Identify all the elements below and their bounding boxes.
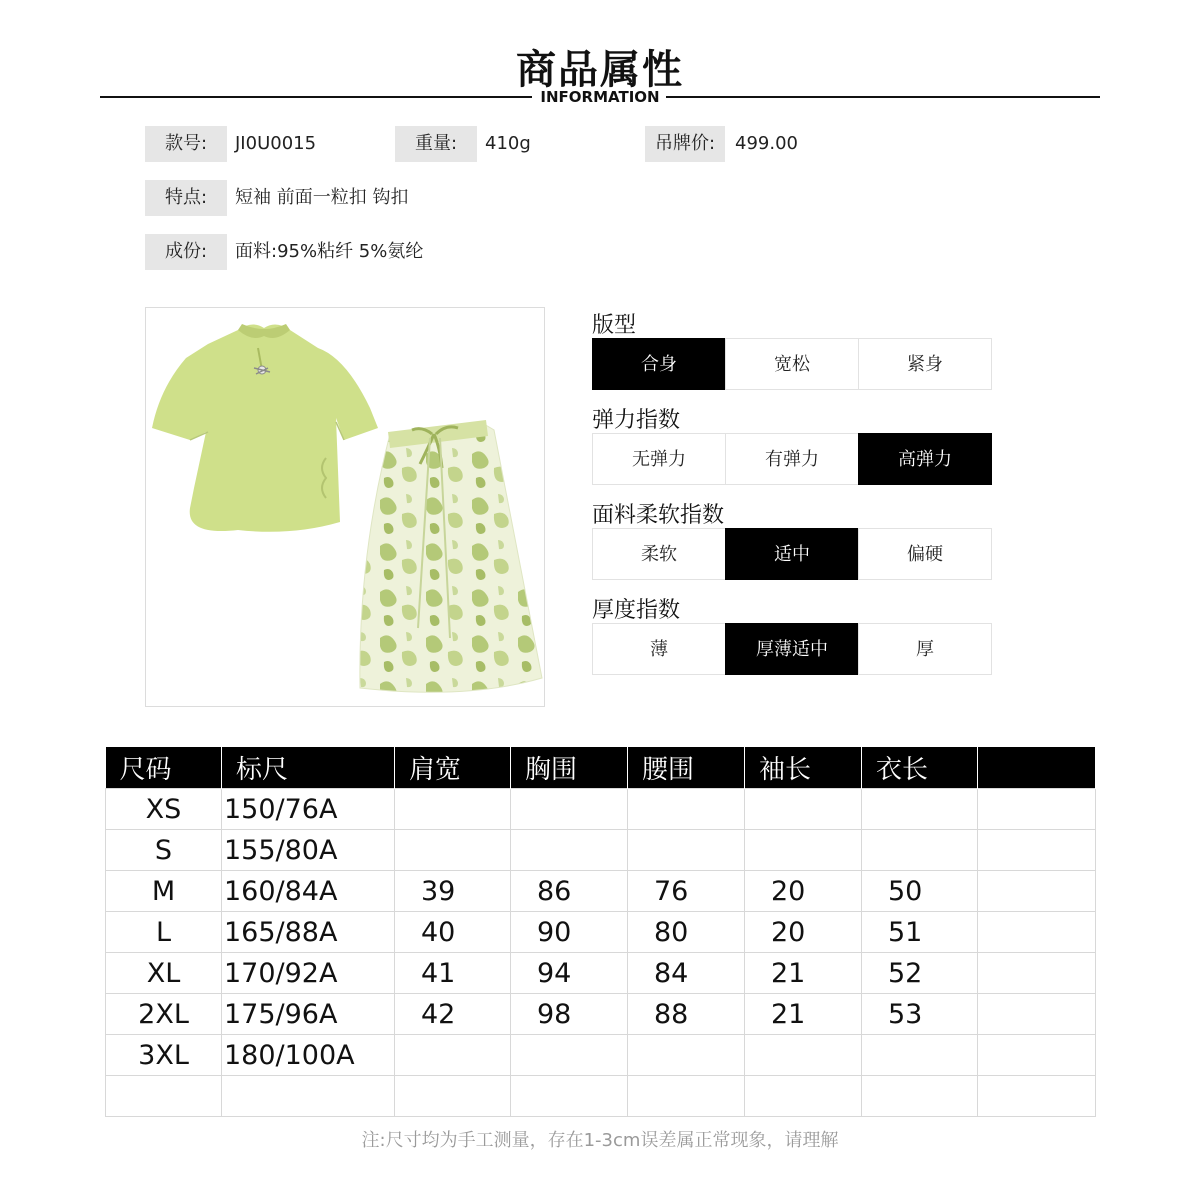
table-row — [106, 1076, 1096, 1117]
table-cell: 53 — [862, 994, 978, 1035]
skirt-illustration — [360, 420, 542, 692]
table-row — [106, 912, 1096, 953]
table-cell: 160/84A — [222, 871, 395, 912]
table-cell: 170/92A — [222, 953, 395, 994]
index-option: 紧身 — [858, 338, 992, 390]
tag-price-value: 499.00 — [735, 133, 798, 154]
table-cell: 21 — [745, 953, 862, 994]
features-value: 短袖 前面一粒扣 钩扣 — [235, 187, 409, 208]
index-group — [592, 498, 996, 590]
table-row — [106, 953, 1096, 994]
index-option: 有弹力 — [725, 433, 859, 485]
table-cell — [978, 1035, 1096, 1076]
table-cell: 40 — [395, 912, 511, 953]
table-cell — [862, 1076, 978, 1117]
table-cell: 155/80A — [222, 830, 395, 871]
table-cell: 2XL — [106, 994, 222, 1035]
table-cell — [511, 1076, 628, 1117]
table-cell: 180/100A — [222, 1035, 395, 1076]
index-option: 柔软 — [592, 528, 726, 580]
index-title: 面料柔软指数 — [592, 503, 725, 528]
table-cell — [106, 1076, 222, 1117]
size-table-header-row — [106, 747, 1096, 789]
table-cell: 20 — [745, 871, 862, 912]
table-cell: 42 — [395, 994, 511, 1035]
index-title: 版型 — [592, 313, 637, 338]
index-option: 合身 — [592, 338, 726, 390]
table-cell — [628, 1035, 745, 1076]
table-cell — [628, 789, 745, 830]
table-cell: 175/96A — [222, 994, 395, 1035]
table-cell — [978, 953, 1096, 994]
table-cell: 98 — [511, 994, 628, 1035]
size-table — [105, 747, 1096, 1117]
table-cell: XS — [106, 789, 222, 830]
index-title: 厚度指数 — [592, 598, 681, 623]
table-cell — [628, 830, 745, 871]
table-cell: 94 — [511, 953, 628, 994]
table-cell: 21 — [745, 994, 862, 1035]
page-subtitle: INFORMATION — [540, 88, 660, 106]
table-row — [106, 871, 1096, 912]
measurement-note: 注:尺寸均为手工测量，存在1-3cm误差属正常现象，请理解 — [361, 1130, 839, 1151]
table-cell — [395, 789, 511, 830]
table-cell — [511, 830, 628, 871]
style-no-value: JI0U0015 — [235, 133, 317, 154]
index-option: 偏硬 — [858, 528, 992, 580]
table-cell — [395, 1076, 511, 1117]
index-panel — [592, 308, 996, 688]
size-table-header-cell: 腰围 — [628, 747, 745, 789]
table-cell: 51 — [862, 912, 978, 953]
table-cell: 41 — [395, 953, 511, 994]
index-option: 厚 — [858, 623, 992, 675]
table-cell: 39 — [395, 871, 511, 912]
table-cell: XL — [106, 953, 222, 994]
index-option: 适中 — [725, 528, 859, 580]
table-cell: M — [106, 871, 222, 912]
table-cell — [745, 830, 862, 871]
index-option: 无弹力 — [592, 433, 726, 485]
table-cell: 20 — [745, 912, 862, 953]
table-row — [106, 830, 1096, 871]
table-cell: 165/88A — [222, 912, 395, 953]
index-group — [592, 308, 996, 400]
table-cell — [395, 830, 511, 871]
size-table-header-cell: 肩宽 — [395, 747, 511, 789]
table-cell: 3XL — [106, 1035, 222, 1076]
table-cell: 86 — [511, 871, 628, 912]
table-row — [106, 1035, 1096, 1076]
composition-label: 成份: — [145, 234, 227, 270]
table-cell: L — [106, 912, 222, 953]
table-cell: 90 — [511, 912, 628, 953]
table-cell: 52 — [862, 953, 978, 994]
table-cell — [978, 871, 1096, 912]
size-table-header-cell — [978, 747, 1096, 789]
size-table-header-cell: 袖长 — [745, 747, 862, 789]
table-cell — [628, 1076, 745, 1117]
table-cell — [978, 994, 1096, 1035]
table-cell — [745, 1035, 862, 1076]
style-no-label: 款号: — [145, 126, 227, 162]
size-table-header-cell: 胸围 — [511, 747, 628, 789]
size-table-body — [106, 789, 1096, 1117]
table-cell: 80 — [628, 912, 745, 953]
table-row — [106, 994, 1096, 1035]
table-cell: 76 — [628, 871, 745, 912]
table-cell — [978, 912, 1096, 953]
index-option: 宽松 — [725, 338, 859, 390]
product-illustration — [146, 308, 544, 706]
table-cell — [222, 1076, 395, 1117]
page-title: 商品属性 — [516, 47, 684, 93]
table-cell — [745, 789, 862, 830]
table-cell — [978, 1076, 1096, 1117]
table-row — [106, 789, 1096, 830]
table-cell — [511, 1035, 628, 1076]
table-cell — [862, 830, 978, 871]
top-illustration — [152, 324, 378, 532]
index-group — [592, 403, 996, 495]
index-option: 厚薄适中 — [725, 623, 859, 675]
index-group — [592, 593, 996, 685]
index-title: 弹力指数 — [592, 408, 681, 433]
table-cell — [978, 830, 1096, 871]
tag-price-label: 吊牌价: — [645, 126, 725, 162]
size-table-header-cell: 衣长 — [862, 747, 978, 789]
weight-value: 410g — [485, 133, 531, 154]
table-cell — [395, 1035, 511, 1076]
index-option: 高弹力 — [858, 433, 992, 485]
index-option: 薄 — [592, 623, 726, 675]
table-cell: 84 — [628, 953, 745, 994]
table-cell — [862, 1035, 978, 1076]
table-cell: 50 — [862, 871, 978, 912]
weight-label: 重量: — [395, 126, 477, 162]
table-cell: 150/76A — [222, 789, 395, 830]
table-cell: S — [106, 830, 222, 871]
product-image — [145, 307, 545, 707]
table-cell — [745, 1076, 862, 1117]
features-label: 特点: — [145, 180, 227, 216]
table-cell — [511, 789, 628, 830]
size-table-header-cell: 标尺 — [222, 747, 395, 789]
table-cell — [862, 789, 978, 830]
composition-value: 面料:95%粘纤 5%氨纶 — [235, 241, 424, 262]
table-cell: 88 — [628, 994, 745, 1035]
table-cell — [978, 789, 1096, 830]
size-table-header-cell: 尺码 — [106, 747, 222, 789]
